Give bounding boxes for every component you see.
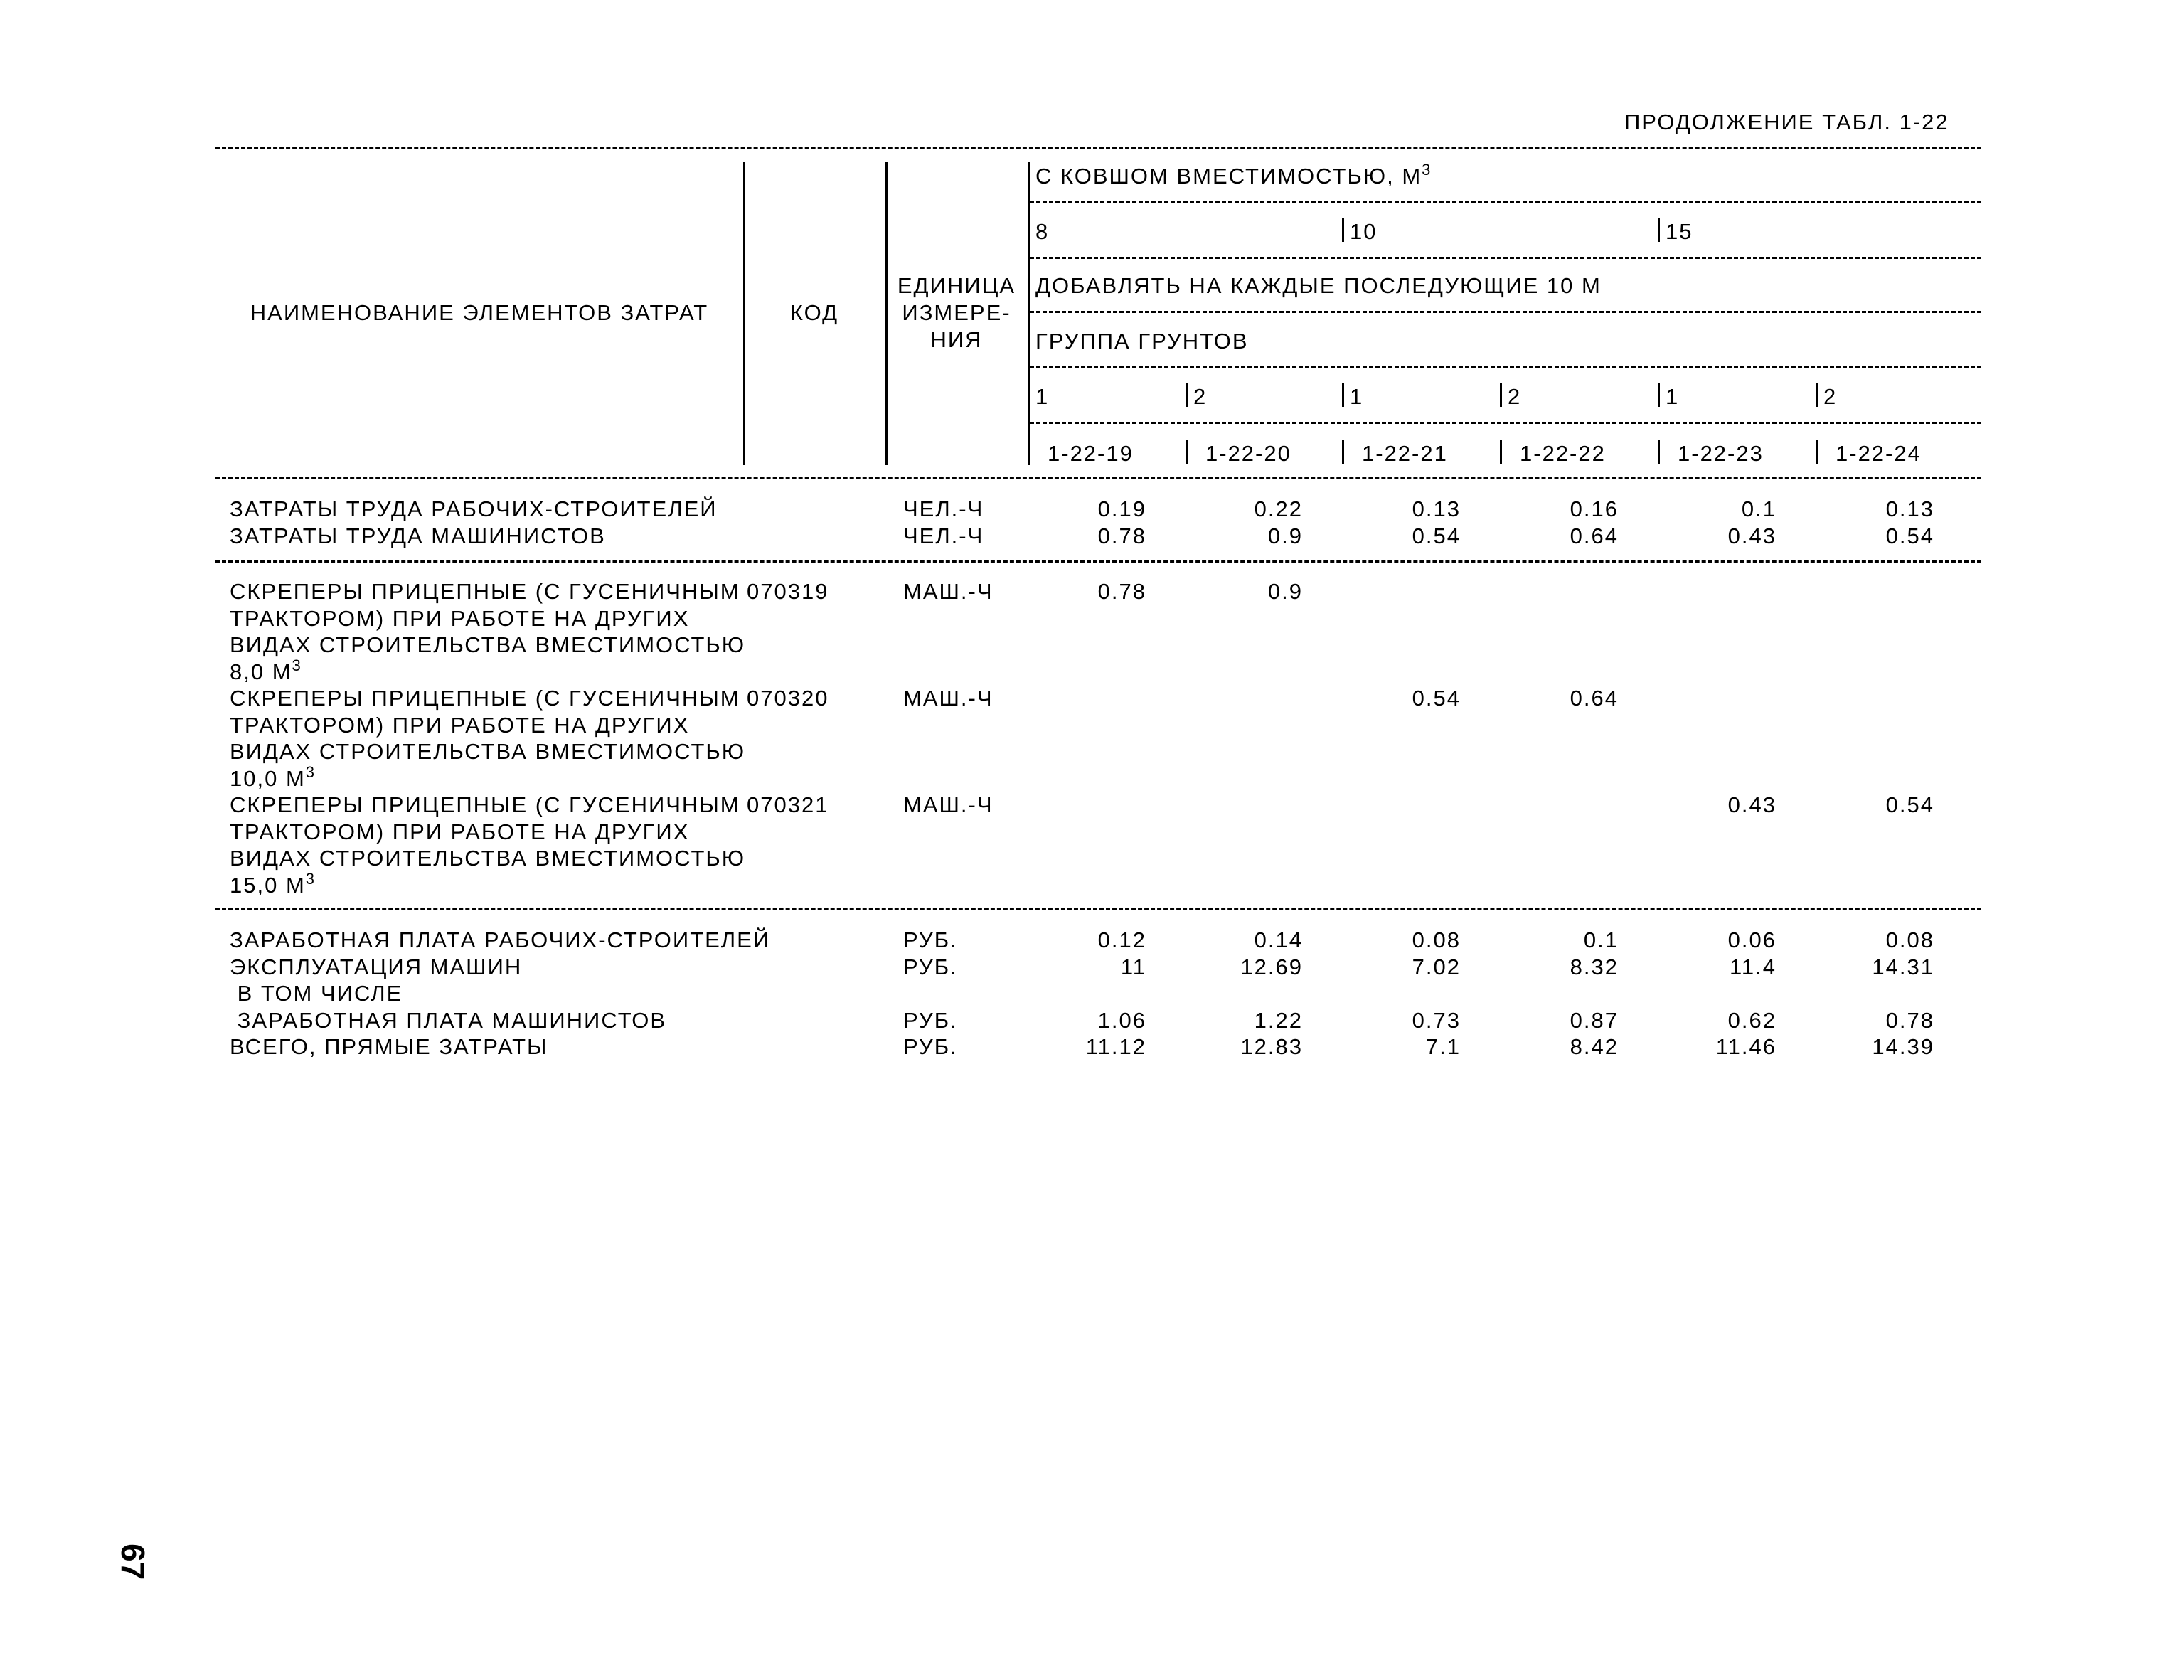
value-cell: 0.64 — [1570, 686, 1619, 711]
value-cell: 0.78 — [1097, 579, 1146, 604]
machine-name-line: ТРАКТОРОМ) ПРИ РАБОТЕ НА ДРУГИХ — [230, 819, 690, 844]
value-cell: 0.13 — [1885, 496, 1934, 521]
rule-under-bucket — [1030, 201, 1981, 203]
value-cell: 0.78 — [1885, 1007, 1934, 1033]
header-unit-2: ИЗМЕРЕ- — [902, 300, 1011, 325]
value-cell: 0.78 — [1097, 523, 1146, 548]
value-cell: 0.62 — [1727, 1007, 1777, 1033]
machine-name-line: 10,0 $М^3$ — [230, 762, 316, 791]
value-cell: 0.1 — [1741, 496, 1777, 521]
vbar-c5 — [1658, 440, 1660, 464]
value-cell: 11.12 — [1085, 1034, 1146, 1059]
value-cell: 0.06 — [1727, 927, 1777, 952]
cost-unit: РУБ. — [903, 1007, 958, 1033]
table-caption: ПРОДОЛЖЕНИЕ ТАБЛ. 1-22 — [1624, 110, 1949, 134]
machine-name-line: ВИДАХ СТРОИТЕЛЬСТВА ВМЕСТИМОСТЬЮ — [230, 739, 746, 764]
cost-name: ЗАРАБОТНАЯ ПЛАТА РАБОЧИХ-СТРОИТЕЛЕЙ — [230, 927, 771, 952]
value-cell: 11.4 — [1729, 954, 1777, 979]
machine-name-line: ВИДАХ СТРОИТЕЛЬСТВА ВМЕСТИМОСТЬЮ — [230, 846, 746, 871]
machine-name-line: 8,0 $М^3$ — [230, 656, 302, 684]
header-code: КОД — [789, 300, 839, 325]
value-cell: 7.1 — [1425, 1034, 1461, 1059]
value-cell: 12.83 — [1240, 1034, 1303, 1059]
vbar-g2 — [1186, 383, 1188, 407]
machine-unit: МАШ.-Ч — [903, 686, 994, 711]
value-cell: 0.54 — [1412, 686, 1461, 711]
vbar-c3 — [1342, 440, 1344, 464]
header-code-1: 1-22-19 — [1048, 441, 1134, 466]
value-cell: 0.87 — [1570, 1007, 1619, 1033]
header-capacity-15: 15 — [1666, 219, 1693, 244]
rule-under-add — [1030, 311, 1981, 313]
value-cell: 0.13 — [1412, 496, 1461, 521]
vbar-g5 — [1658, 383, 1660, 407]
value-cell: 0.12 — [1097, 927, 1146, 952]
cost-unit: РУБ. — [903, 1034, 958, 1059]
header-bucket-title: С КОВШОМ ВМЕСТИМОСТЬЮ, $М^3$ — [1035, 161, 1432, 188]
rule-after-labor — [215, 560, 1981, 563]
row-name: ЗАТРАТЫ ТРУДА РАБОЧИХ-СТРОИТЕЛЕЙ — [230, 496, 718, 521]
value-cell: 11 — [1120, 954, 1146, 979]
value-cell: 8.32 — [1570, 954, 1619, 979]
machine-name-line: 15,0 $М^3$ — [230, 869, 316, 898]
vbar-c2 — [1186, 440, 1188, 464]
cost-name: В ТОМ ЧИСЛЕ — [230, 981, 403, 1006]
value-cell: 0.54 — [1412, 523, 1461, 548]
value-cell: 0.9 — [1267, 579, 1303, 604]
header-code-5: 1-22-23 — [1678, 441, 1764, 466]
vbar-c4 — [1500, 440, 1502, 464]
rule-under-capacity — [1030, 257, 1981, 259]
machine-code: 070320 — [747, 686, 829, 711]
value-cell: 8.42 — [1570, 1034, 1619, 1059]
header-add-note: ДОБАВЛЯТЬ НА КАЖДЫЕ ПОСЛЕДУЮЩИЕ 10 М — [1035, 273, 1602, 298]
value-cell: 7.02 — [1412, 954, 1461, 979]
row-name: ЗАТРАТЫ ТРУДА МАШИНИСТОВ — [230, 523, 606, 548]
value-cell: 0.73 — [1412, 1007, 1461, 1033]
cost-unit: РУБ. — [903, 954, 958, 979]
rule-under-subgroup — [1030, 422, 1981, 424]
rule-header-bottom — [215, 477, 1981, 479]
header-group-1: 1 — [1035, 384, 1050, 409]
header-code-3: 1-22-21 — [1362, 441, 1448, 466]
value-cell: 0.54 — [1885, 523, 1934, 548]
header-group-2: 2 — [1193, 384, 1208, 409]
value-cell: 12.69 — [1240, 954, 1303, 979]
value-cell: 0.08 — [1885, 927, 1934, 952]
rule-after-machines — [215, 908, 1981, 910]
vbar-cap-10 — [1342, 218, 1344, 242]
value-cell: 0.43 — [1727, 792, 1777, 817]
header-group-4: 2 — [1508, 384, 1522, 409]
value-cell: 0.54 — [1885, 792, 1934, 817]
header-group-3: 1 — [1350, 384, 1364, 409]
cost-name: ЗАРАБОТНАЯ ПЛАТА МАШИНИСТОВ — [230, 1007, 667, 1033]
row-unit: ЧЕЛ.-Ч — [903, 496, 984, 521]
value-cell: 11.46 — [1715, 1034, 1777, 1059]
machine-name-line: СКРЕПЕРЫ ПРИЦЕПНЫЕ (С ГУСЕНИЧНЫМ — [230, 792, 740, 817]
value-cell: 0.1 — [1583, 927, 1619, 952]
header-unit-3: НИЯ — [930, 327, 983, 352]
page-number: 67 — [114, 1543, 151, 1580]
value-cell: 0.14 — [1254, 927, 1303, 952]
value-cell: 0.19 — [1097, 496, 1146, 521]
row-unit: ЧЕЛ.-Ч — [903, 523, 984, 548]
machine-name-line: СКРЕПЕРЫ ПРИЦЕПНЫЕ (С ГУСЕНИЧНЫМ — [230, 686, 740, 711]
header-capacity-10: 10 — [1350, 219, 1378, 244]
cost-unit: РУБ. — [903, 927, 958, 952]
value-cell: 0.08 — [1412, 927, 1461, 952]
value-cell: 14.31 — [1872, 954, 1934, 979]
value-cell: 14.39 — [1872, 1034, 1934, 1059]
header-group-6: 2 — [1823, 384, 1838, 409]
header-name: НАИМЕНОВАНИЕ ЭЛЕМЕНТОВ ЗАТРАТ — [250, 300, 709, 325]
vbar-g6 — [1816, 383, 1818, 407]
cost-name: ВСЕГО, ПРЯМЫЕ ЗАТРАТЫ — [230, 1034, 548, 1059]
header-code-2: 1-22-20 — [1205, 441, 1291, 466]
vbar-c6 — [1816, 440, 1818, 464]
value-cell: 0.43 — [1727, 523, 1777, 548]
superscript: 3 — [305, 869, 316, 888]
machine-name-line: ТРАКТОРОМ) ПРИ РАБОТЕ НА ДРУГИХ — [230, 712, 690, 738]
value-cell: 1.22 — [1254, 1007, 1303, 1033]
superscript: 3 — [305, 762, 316, 781]
machine-code: 070321 — [747, 792, 829, 817]
header-code-6: 1-22-24 — [1836, 441, 1922, 466]
value-cell: 1.06 — [1097, 1007, 1146, 1033]
value-cell: 0.64 — [1570, 523, 1619, 548]
machine-name-line: ТРАКТОРОМ) ПРИ РАБОТЕ НА ДРУГИХ — [230, 605, 690, 631]
value-cell: 0.16 — [1570, 496, 1619, 521]
vbar-unit-values — [1028, 162, 1030, 465]
machine-name-line: СКРЕПЕРЫ ПРИЦЕПНЫЕ (С ГУСЕНИЧНЫМ — [230, 579, 740, 604]
value-cell: 0.22 — [1254, 496, 1303, 521]
header-capacity-8: 8 — [1035, 219, 1050, 244]
machine-unit: МАШ.-Ч — [903, 792, 994, 817]
vbar-g3 — [1342, 383, 1344, 407]
machine-name-line: ВИДАХ СТРОИТЕЛЬСТВА ВМЕСТИМОСТЬЮ — [230, 632, 746, 657]
machine-code: 070319 — [747, 579, 829, 604]
header-unit-1: ЕДИНИЦА — [897, 273, 1016, 298]
vbar-cap-15 — [1658, 218, 1660, 242]
rule-top — [215, 147, 1981, 149]
rule-under-group — [1030, 366, 1981, 368]
machine-unit: МАШ.-Ч — [903, 579, 994, 604]
header-soil-group: ГРУППА ГРУНТОВ — [1035, 329, 1249, 353]
superscript: 3 — [292, 656, 302, 674]
cost-name: ЭКСПЛУАТАЦИЯ МАШИН — [230, 954, 523, 979]
value-cell: 0.9 — [1267, 523, 1303, 548]
header-code-4: 1-22-22 — [1520, 441, 1606, 466]
header-group-5: 1 — [1666, 384, 1680, 409]
vbar-g4 — [1500, 383, 1502, 407]
